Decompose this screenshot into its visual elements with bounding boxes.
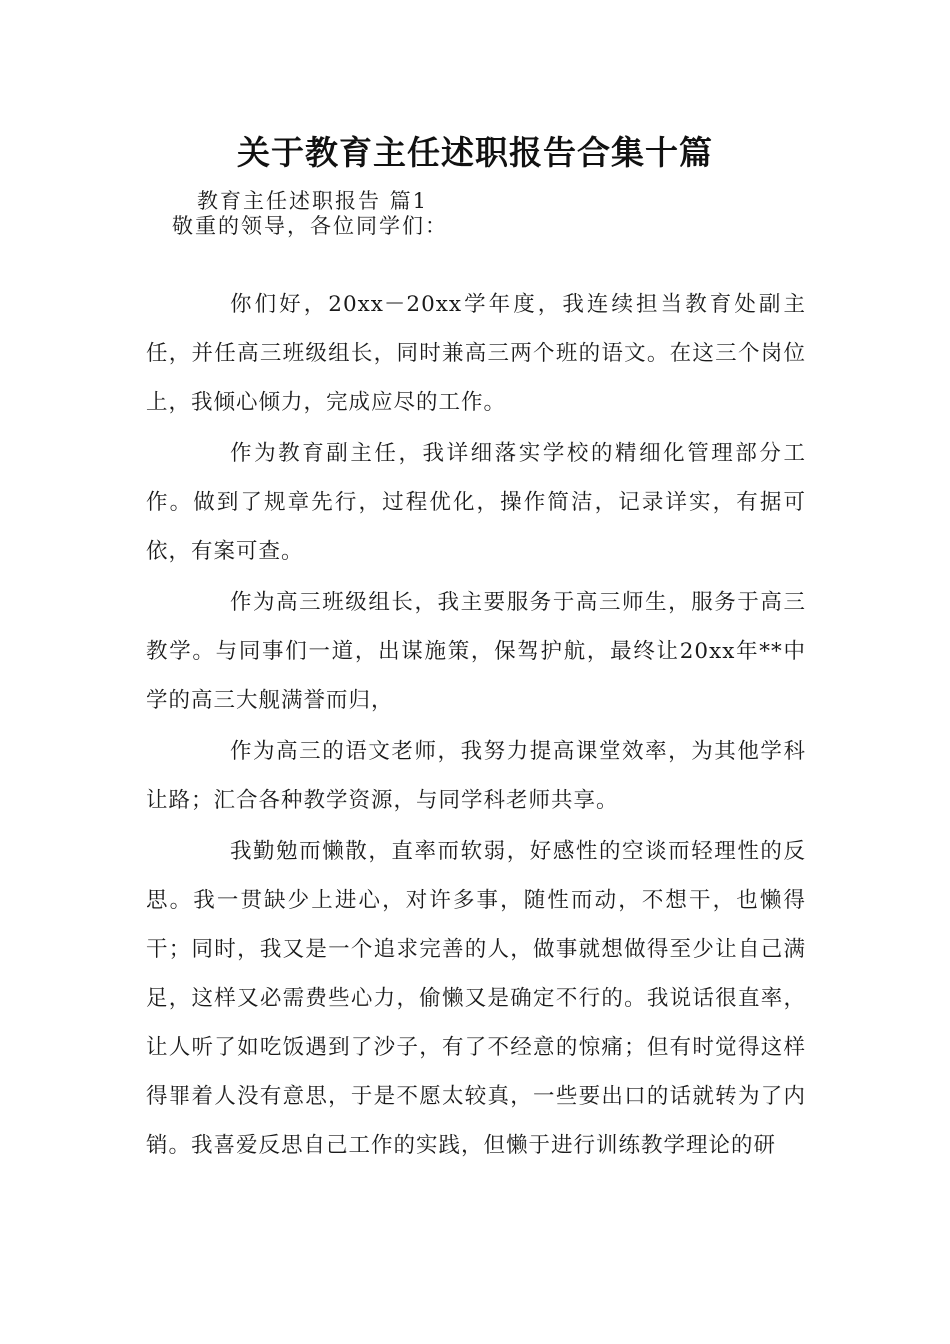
paragraph: 作为高三班级组长，我主要服务于高三师生，服务于高三教学。与同事们一道，出谋施策，保驾护航，最终让20xx年**中学的高三大舰满誉而归， xyxy=(146,590,806,713)
document-body xyxy=(146,280,806,1172)
paragraph: 你们好，20xx－20xx学年度，我连续担当教育处副主任，并任高三班级组长，同时兼高三两个班的语文。在这三个岗位上，我倾心倾力，完成应尽的工作。 xyxy=(146,292,806,415)
paragraph: 我勤勉而懒散，直率而软弱，好感性的空谈而轻理性的反思。我一贯缺少上进心，对许多事，随性而动，不想干，也懒得干；同时，我又是一个追求完善的人，做事就想做得至少让自己满足，这样又必需费些心力，偷懒又是确定不行的。我说话很直率，让人听了如吃饭遇到了沙子，有了不经意的惊痛；但有时觉得这样得罪着人没有意思，于是不愿太较真，一些要出口的话就转为了内销。我喜爱反思自己工作的实践，但懒于进行训练教学理论的研 xyxy=(146,839,806,1158)
document-title: 关于教育主任述职报告合集十篇 xyxy=(237,133,713,172)
section-subtitle: 教育主任述职报告 篇1 xyxy=(197,189,429,213)
paragraph: 作为教育副主任，我详细落实学校的精细化管理部分工作。做到了规章先行，过程优化，操作简洁，记录详实，有据可依，有案可查。 xyxy=(146,441,806,564)
paragraph: 作为高三的语文老师，我努力提高课堂效率，为其他学科让路；汇合各种教学资源，与同学科老师共享。 xyxy=(146,739,806,813)
salutation: 敬重的领导，各位同学们： xyxy=(172,214,448,238)
